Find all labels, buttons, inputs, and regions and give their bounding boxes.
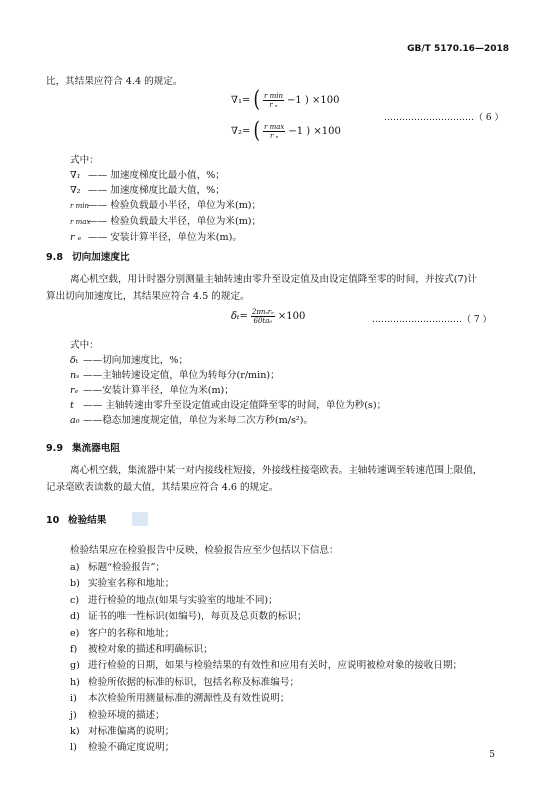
symbol: r ₑ [70, 232, 82, 243]
list-item [70, 724, 462, 740]
item-label: d) [70, 611, 80, 623]
intro-line: 比，其结果应符合 4.4 的规定。 [46, 76, 183, 87]
formula-7 [231, 308, 305, 325]
formula-6-tail-1: −1 ) ×100 [286, 95, 340, 106]
where-item [70, 214, 261, 230]
formula-7-lhs: δₜ= [231, 311, 248, 322]
formula-6-number: …………………………（ 6 ） [384, 113, 504, 123]
section-title: 集流器电阻 [72, 443, 120, 454]
where-item [70, 168, 261, 183]
item-text: 本次检验所用测量标准的溯源性及有效性说明； [88, 693, 290, 705]
item-label: a) [70, 562, 80, 573]
item-text: 检验所依据的标准的标识，包括名称及标准编号； [88, 676, 300, 688]
item-text: 标题“检验报告”； [88, 562, 165, 573]
page-number: 5 [489, 750, 495, 760]
formula-7-fraction [251, 308, 275, 325]
formula-6-lhs-2: ∇₂= [231, 126, 251, 137]
section-10-heading [46, 513, 106, 528]
fraction-numerator: r min [264, 92, 283, 100]
section-9-9-para-2: 记录毫欧表读数的最大值，其结果应符合 4.6 的规定。 [46, 482, 279, 493]
section-number: 10 [46, 515, 60, 526]
item-label: k) [70, 726, 80, 738]
section-9-9-para-1: 离心机空载，集流器中某一对内接线柱短接，外接线柱接毫欧表。主轴转速调至转速范围上限值， [70, 465, 483, 476]
item-label: e) [70, 627, 80, 639]
fraction-numerator: r max [264, 123, 285, 131]
where-list-1 [70, 168, 261, 245]
symbol: a₀ [70, 415, 80, 426]
formula-7-number: …………………………（ 7 ） [372, 315, 492, 325]
results-list [70, 560, 462, 757]
item-label: b) [70, 578, 80, 590]
section-9-8-heading [46, 250, 130, 265]
item-label: c) [70, 594, 80, 606]
item-text: 检验不确定度说明； [88, 742, 175, 754]
where-item [70, 413, 386, 428]
symbol: nₛ [70, 370, 80, 381]
where-item [70, 353, 386, 368]
item-text: 进行检验的地点(如果与实验室的地址不同)； [88, 594, 278, 606]
list-item [70, 708, 462, 724]
formula-6-line-1 [231, 86, 340, 113]
list-item [70, 609, 462, 625]
section-title: 检验结果 [68, 515, 107, 526]
definition: —— 安装计算半径，单位为米(m)。 [88, 232, 242, 243]
section-number: 9.8 [46, 252, 63, 263]
symbol: ∇₂ [70, 185, 81, 196]
symbol: r max [70, 218, 91, 226]
fraction-denominator: 60ta₀ [253, 317, 273, 325]
item-text: 实验室名称和地址； [88, 578, 175, 590]
item-label: l) [70, 742, 77, 754]
definition: ——安装计算半径，单位为米(m)； [83, 385, 234, 396]
fraction-numerator: 2πnₛrₑ [251, 308, 274, 316]
where-item [70, 230, 261, 245]
where-item [70, 398, 386, 413]
definition: —— 加速度梯度比最小值，%； [88, 170, 225, 181]
open-paren: ( [253, 117, 261, 144]
item-label: f) [70, 644, 78, 656]
section-title: 切向加速度比 [72, 252, 130, 263]
item-text: 被检对象的描述和明确标识； [88, 644, 213, 656]
fraction-denominator: r ₑ [270, 132, 279, 140]
where-title-2: 式中： [70, 340, 99, 351]
header-standard-code: GB/T 5170.16—2018 [407, 44, 509, 54]
list-item [70, 642, 462, 658]
list-item [70, 593, 462, 609]
definition: —— 加速度梯度比最大值，%； [88, 185, 225, 196]
fraction-denominator: r ₑ [269, 101, 278, 109]
definition: ——切向加速度比，%； [83, 355, 189, 366]
item-text: 客户的名称和地址； [88, 627, 175, 639]
where-item [70, 368, 386, 383]
section-9-9-heading [46, 441, 120, 456]
item-label: h) [70, 676, 80, 688]
where-title-1: 式中： [70, 155, 99, 166]
list-item [70, 658, 462, 674]
item-text: 证书的唯一性标识(如编号)，每页及总页数的标识； [88, 611, 307, 623]
item-label: g) [70, 660, 80, 672]
where-item [70, 383, 386, 398]
definition: —— 检验负载最小半径，单位为米(m)； [88, 200, 262, 211]
section-number: 9.9 [46, 443, 63, 454]
formula-6-tail-2: −1 ) ×100 [288, 126, 341, 137]
formula-6-fraction-2 [263, 123, 285, 140]
list-item [70, 740, 462, 756]
symbol: r min [70, 202, 89, 210]
formula-6-line-2 [231, 117, 341, 144]
section-9-8-para-2: 算出切向加速度比，其结果应符合 4.5 的规定。 [46, 291, 250, 302]
item-label: i) [70, 693, 77, 705]
where-item [70, 183, 261, 198]
symbol: rₑ [70, 385, 79, 396]
where-item [70, 198, 261, 214]
list-item [70, 675, 462, 691]
definition: ——稳态加速度规定值，单位为米每二次方秒(m/s²)。 [83, 415, 314, 426]
section-10-intro: 检验结果应在检验报告中反映，检验报告应至少包括以下信息： [70, 545, 339, 556]
list-item [70, 626, 462, 642]
definition: —— 主轴转速由零升至设定值或由设定值降至零的时间，单位为秒(s)； [83, 400, 387, 411]
formula-6-lhs-1: ∇₁= [231, 95, 251, 106]
formula-6-fraction-1 [263, 92, 284, 109]
definition: —— 检验负载最大半径，单位为米(m)； [88, 216, 262, 227]
where-list-2 [70, 353, 386, 428]
section-9-8-para-1: 离心机空载，用计时器分别测量主轴转速由零升至设定值及由设定值降至零的时间，并按式(7)计 [70, 274, 477, 285]
list-item [70, 560, 462, 576]
item-label: j) [70, 709, 77, 721]
item-text: 检验环境的描述； [88, 709, 165, 721]
item-text: 进行检验的日期，如果与检验结果的有效性和应用有关时，应说明被检对象的接收日期； [88, 660, 463, 672]
formula-7-tail: ×100 [277, 311, 306, 322]
symbol: t [70, 400, 74, 411]
item-text: 对标准偏离的说明； [88, 726, 175, 738]
watermark-logo-icon [132, 512, 148, 526]
symbol: δₜ [70, 355, 79, 366]
definition: ——主轴转速设定值，单位为转每分(r/min)； [83, 370, 280, 381]
list-item [70, 691, 462, 707]
list-item [70, 576, 462, 592]
open-paren: ( [253, 86, 261, 113]
symbol: ∇₁ [70, 170, 81, 181]
